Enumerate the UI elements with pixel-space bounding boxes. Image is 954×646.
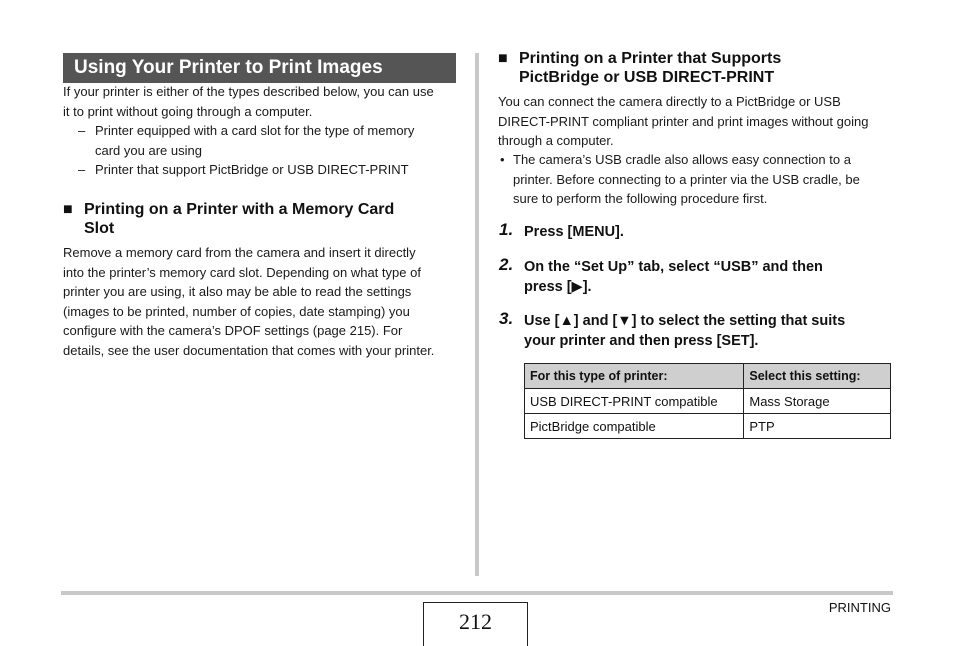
square-bullet-icon: ■ [498, 50, 508, 67]
square-bullet-icon: ■ [63, 201, 73, 218]
step-3: 3. Use [▲] and [▼] to select the setting that suits your printer and then press [SET]. [499, 309, 846, 349]
subhead-pictbridge: ■ Printing on a Printer that Supports PictBridge or USB DIRECT-PRINT [498, 50, 782, 86]
section-heading: Using Your Printer to Print Images [63, 53, 456, 83]
usb-setting-table [524, 363, 891, 439]
column-header: For this type of printer: [525, 364, 744, 389]
table-cell: USB DIRECT-PRINT compatible [525, 389, 744, 414]
memory-card-paragraph: Remove a memory card from the camera and insert it directly into the printer’s memory card slot. Depending on what type of printer you are using, it also may be able to read the settings (images to be printed, number of copies, date stamping) you configure with the camera’s DPOF settings (page 215). For details, see the user documentation that comes with your printer. [63, 245, 435, 358]
table-row [525, 389, 891, 414]
step-number: 1. [499, 220, 514, 239]
pictbridge-intro: You can connect the camera directly to a PictBridge or USB DIRECT-PRINT compliant printer and print images without going through a computer. [498, 94, 869, 148]
list-item: – Printer equipped with a card slot for the type of memory card you are using [78, 123, 415, 158]
section-label: PRINTING [828, 600, 891, 615]
step-2: 2. On the “Set Up” tab, select “USB” and then press [▶]. [499, 255, 823, 295]
column-divider [475, 53, 479, 576]
step-number: 3. [499, 309, 514, 328]
list-item: – Printer that support PictBridge or USB DIRECT-PRINT [78, 162, 409, 177]
printer-type-list [63, 121, 463, 180]
table-header-row [525, 364, 891, 389]
step-1: 1. Press [MENU]. [499, 220, 624, 240]
list-item: • The camera’s USB cradle also allows easy connection to a printer. Before connecting to a printer via the USB cradle, be sure to perform the following procedure first. [500, 152, 860, 206]
intro-line: If your printer is either of the types described below, you can use [63, 84, 434, 99]
table-cell: PTP [744, 414, 891, 439]
left-intro [63, 82, 463, 121]
column-header: Select this setting: [744, 364, 891, 389]
page-number: 212 [423, 602, 528, 646]
intro-line: it to print without going through a computer. [63, 103, 313, 119]
usb-cradle-note [498, 150, 898, 209]
footer-rule [61, 591, 893, 595]
subhead-memory-card: ■ Printing on a Printer with a Memory Card Slot [63, 201, 395, 237]
table-cell: PictBridge compatible [525, 414, 744, 439]
table-cell: Mass Storage [744, 389, 891, 414]
table-row [525, 414, 891, 439]
step-number: 2. [499, 255, 514, 274]
